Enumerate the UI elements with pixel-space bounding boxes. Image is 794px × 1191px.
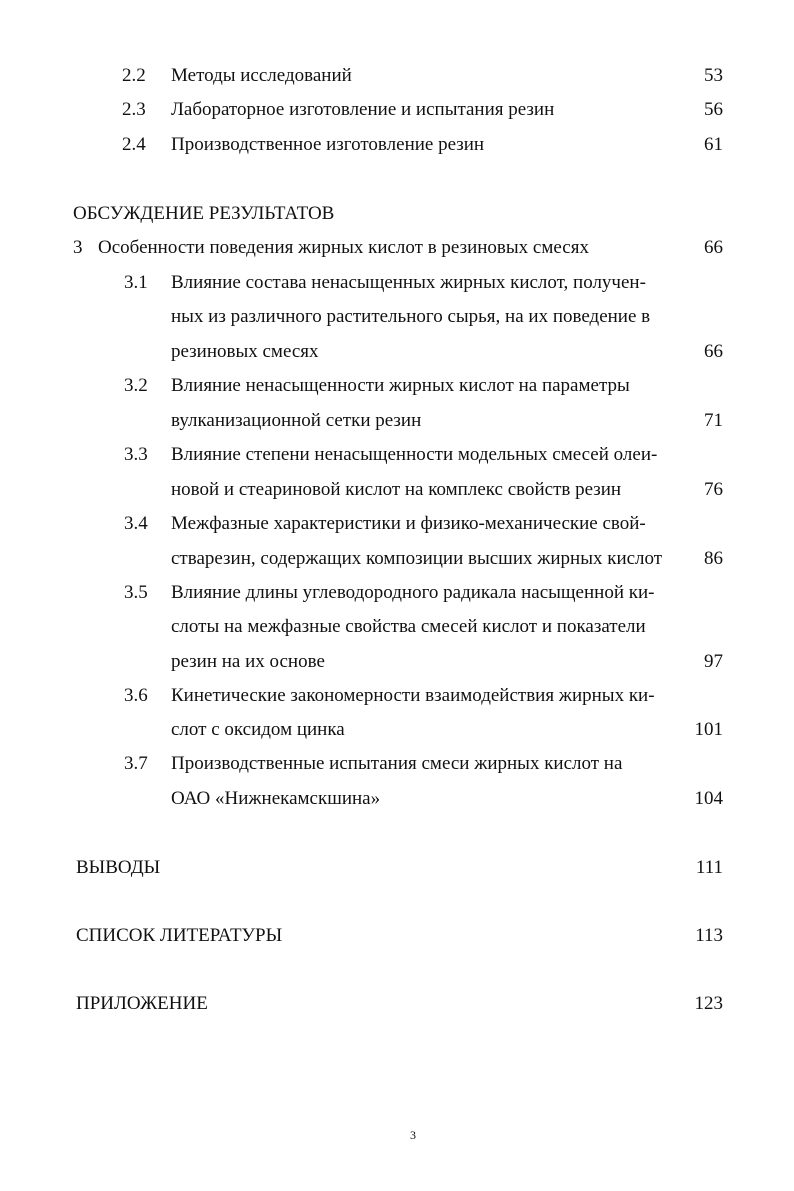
- toc-page-3-4: 86: [704, 548, 723, 569]
- toc-title-3-7-line-2: ОАО «Нижнекамскшина»: [171, 788, 381, 809]
- toc-title-3-3-line-2: новой и стеариновой кислот на комплекс свойств резин: [171, 479, 622, 500]
- toc-title-3-1-line-2: ных из различного растительного сырья, на их поведение в: [171, 306, 651, 327]
- page-number: 3: [410, 1128, 416, 1142]
- toc-page-2-4: 61: [704, 134, 723, 155]
- toc-title-3-6-line-2: слот с оксидом цинка: [171, 719, 345, 740]
- toc-page-2-3: 56: [704, 99, 723, 120]
- toc-title-3-2-line-1: Влияние ненасыщенности жирных кислот на параметры: [171, 375, 630, 396]
- toc-title-3-4-line-1: Межфазные характеристики и физико-механические свой-: [171, 513, 646, 534]
- toc-title-2-3: Лабораторное изготовление и испытания резин: [171, 99, 555, 120]
- toc-page-3-7: 104: [694, 788, 723, 809]
- toc-title-3-3-line-1: Влияние степени ненасыщенности модельных смесей олеи-: [171, 444, 658, 465]
- toc-number-3-4: 3.4: [124, 513, 148, 534]
- toc-title-3-1-line-1: Влияние состава ненасыщенных жирных кислот, получен-: [171, 272, 646, 293]
- toc-number-3-2: 3.2: [124, 375, 148, 396]
- toc-page-3-6: 101: [694, 719, 723, 740]
- toc-title-3-5-line-2: слоты на межфазные свойства смесей кислот и показатели: [171, 616, 646, 637]
- toc-title-3-5-line-1: Влияние длины углеводородного радикала насыщенной ки-: [171, 582, 655, 603]
- toc-number-3-6: 3.6: [124, 685, 148, 706]
- toc-number-3-1: 3.1: [124, 272, 148, 293]
- toc-title-2-2: Методы исследований: [171, 65, 352, 86]
- toc-title-conclusions: ВЫВОДЫ: [76, 857, 161, 878]
- toc-title-3-7-line-1: Производственные испытания смеси жирных кислот на: [171, 753, 623, 774]
- toc-number-2-4: 2.4: [122, 134, 146, 155]
- toc-page-conclusions: 111: [695, 857, 723, 878]
- toc-page-3-2: 71: [704, 410, 723, 431]
- toc-title-2-4: Производственное изготовление резин: [171, 134, 485, 155]
- toc-number-3: 3: [73, 237, 83, 258]
- toc-title-3: Особенности поведения жирных кислот в резиновых смесях: [98, 237, 589, 258]
- toc-number-3-5: 3.5: [124, 582, 148, 603]
- toc-number-3-3: 3.3: [124, 444, 148, 465]
- toc-title-3-4-line-2: стварезин, содержащих композиции высших жирных кислот: [171, 548, 663, 569]
- toc-page-3-5: 97: [704, 651, 723, 672]
- discussion-heading: ОБСУЖДЕНИЕ РЕЗУЛЬТАТОВ: [73, 203, 335, 224]
- toc-page-3: 66: [704, 237, 723, 258]
- toc-title-appendix: ПРИЛОЖЕНИЕ: [76, 993, 208, 1014]
- toc-number-2-3: 2.3: [122, 99, 146, 120]
- toc-title-3-6-line-1: Кинетические закономерности взаимодействия жирных ки-: [171, 685, 655, 706]
- toc-number-2-2: 2.2: [122, 65, 146, 86]
- toc-page-references: 113: [695, 925, 723, 946]
- toc-number-3-7: 3.7: [124, 753, 148, 774]
- toc-page-2-2: 53: [704, 65, 723, 86]
- toc-title-3-1-line-3: резиновых смесях: [171, 341, 319, 362]
- toc-title-3-5-line-3: резин на их основе: [171, 651, 325, 672]
- toc-title-3-2-line-2: вулканизационной сетки резин: [171, 410, 422, 431]
- toc-page-3-3: 76: [704, 479, 723, 500]
- toc-title-references: СПИСОК ЛИТЕРАТУРЫ: [76, 925, 283, 946]
- toc-page-appendix: 123: [694, 993, 723, 1014]
- toc-page-3-1: 66: [704, 341, 723, 362]
